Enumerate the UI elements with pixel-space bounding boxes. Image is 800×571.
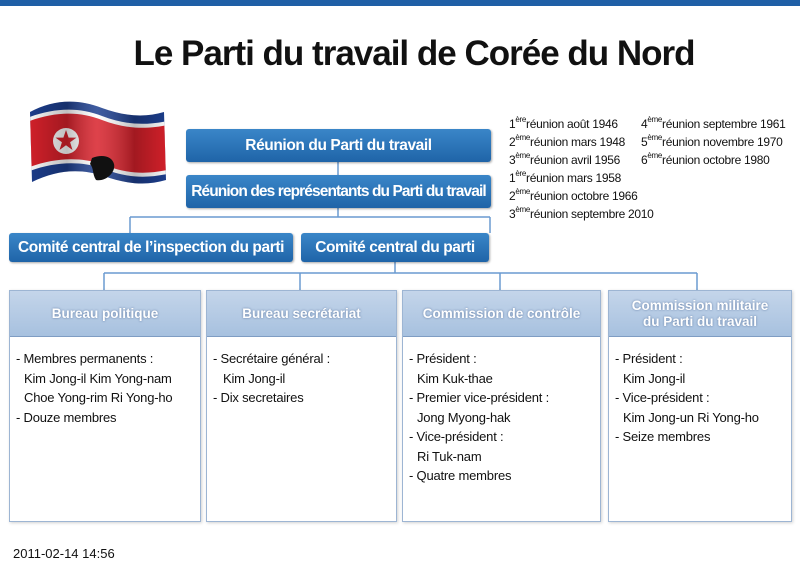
card-body [207, 337, 396, 408]
card-title-line: du Parti du travail [642, 313, 758, 329]
party-meeting-box: Réunion du Parti du travail [186, 129, 491, 162]
card-line: - Président : [409, 351, 477, 366]
card-line: - Seize membres [615, 429, 711, 444]
card-line: - Premier vice-président : [409, 390, 550, 405]
card-military-commission [608, 290, 792, 522]
card-line: - Dix secretaires [213, 390, 304, 405]
card-line: - Membres permanents : [16, 351, 154, 366]
card-line: Kim Jong-il [623, 370, 686, 386]
card-line: - Douze membres [16, 409, 117, 425]
card-line: - Vice-président : [615, 390, 710, 405]
representatives-meeting-3: 3èmeréunion septembre 2010 [509, 205, 654, 221]
card-line: - Vice-président : [409, 429, 504, 444]
card-title: Bureau secrétariat [207, 291, 396, 337]
card-line: Choe Yong-rim Ri Yong-ho [24, 390, 173, 405]
party-meeting-2: 2èmeréunion mars 1948 [509, 133, 626, 149]
card-body [10, 337, 200, 427]
card-title [609, 291, 791, 337]
party-meeting-3: 3èmeréunion avril 1956 [509, 151, 621, 167]
card-line: Kim Kuk-thae [417, 370, 493, 386]
card-line: Kim Jong-il [223, 370, 286, 386]
party-meeting-5: 5èmeréunion novembre 1970 [641, 133, 783, 149]
timestamp: 2011-02-14 14:56 [13, 546, 115, 561]
card-title-line: Commission militaire [631, 297, 769, 313]
card-line: Ri Tuk-nam [417, 448, 482, 464]
card-line: - Quatre membres [409, 468, 512, 483]
card-line: Kim Jong-un Ri Yong-ho [623, 409, 759, 425]
card-line: - Secrétaire général : [213, 351, 330, 366]
central-inspection-committee-box: Comité central de l’inspection du parti [9, 233, 293, 262]
card-body [403, 337, 600, 486]
central-committee-box: Comité central du parti [301, 233, 489, 262]
party-meeting-1: 1èreréunion août 1946 [509, 115, 618, 131]
representatives-meeting-box: Réunion des représentants du Parti du travail [186, 175, 491, 208]
representatives-meeting-2: 2èmeréunion octobre 1966 [509, 187, 638, 203]
card-line: Jong Myong-hak [417, 409, 511, 425]
page-title: Le Parti du travail de Corée du Nord [133, 34, 695, 73]
card-secretariat [206, 290, 397, 522]
party-meeting-4: 4èmeréunion septembre 1961 [641, 115, 786, 131]
card-political-bureau [9, 290, 201, 522]
card-body [609, 337, 791, 447]
card-line: Kim Jong-il Kim Yong-nam [24, 370, 172, 386]
card-title: Commission de contrôle [403, 291, 600, 337]
representatives-meeting-1: 1èreréunion mars 1958 [509, 169, 622, 185]
card-control-commission [402, 290, 601, 522]
card-line: - Président : [615, 351, 683, 366]
party-meeting-6: 6èmeréunion octobre 1980 [641, 151, 770, 167]
card-title: Bureau politique [10, 291, 200, 337]
